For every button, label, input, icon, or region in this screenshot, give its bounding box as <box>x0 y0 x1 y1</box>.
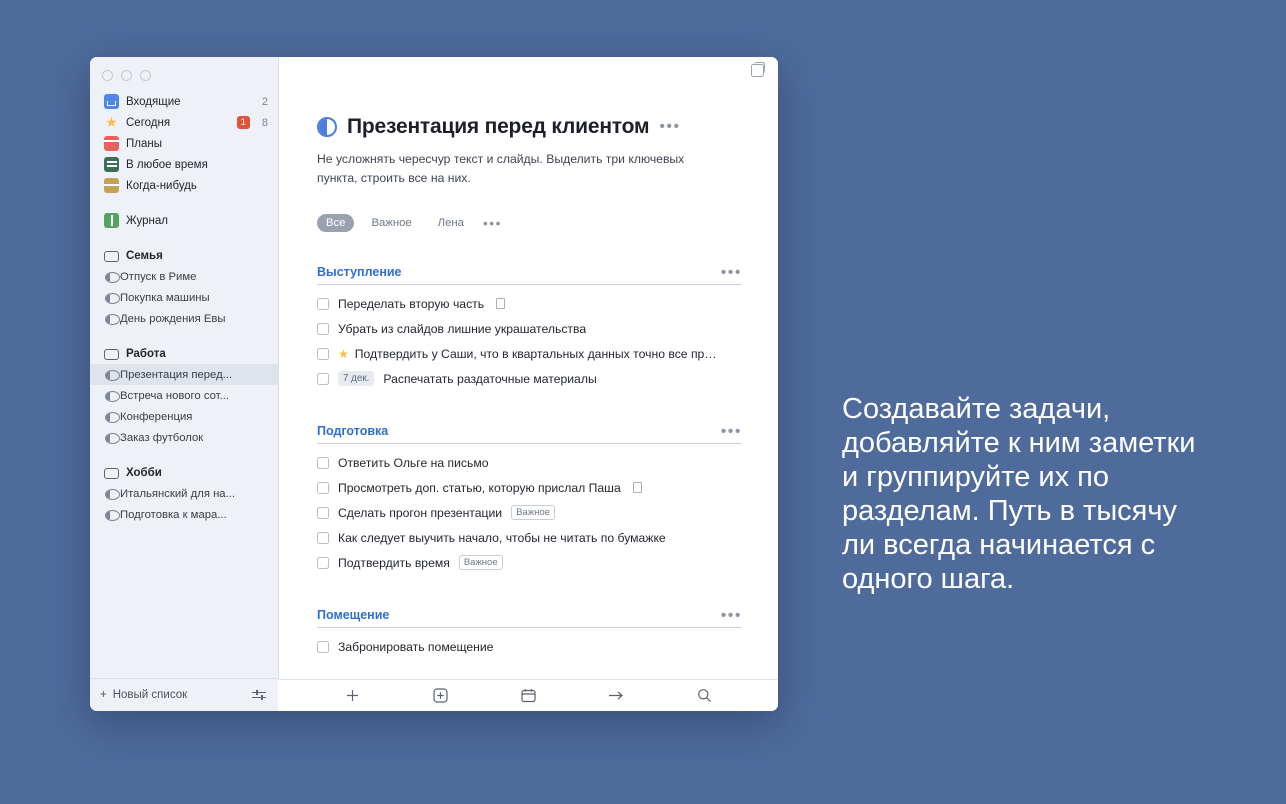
star-icon: ★ <box>105 114 118 130</box>
promo-text: Создавайте задачи, добавляйте к ним заметки и группируйте их по разделам. Путь в тысячу ли всегда начинается с одного шага. <box>842 393 1196 595</box>
sidebar-item-label: Заказ футболок <box>120 431 204 444</box>
todo-checkbox[interactable] <box>317 298 329 310</box>
move-arrow-icon <box>608 688 624 703</box>
progress-icon <box>105 510 120 521</box>
sidebar-item-project[interactable] <box>90 406 278 427</box>
calendar-icon <box>521 688 536 703</box>
todo-checkbox[interactable] <box>317 641 329 653</box>
todo-label: Как следует выучить начало, чтобы не читать по бумажке <box>338 530 666 545</box>
sidebar-item-anytime[interactable] <box>90 154 278 175</box>
sidebar-item-label: Конференция <box>120 410 193 423</box>
section-more-icon[interactable]: ••• <box>720 423 742 440</box>
todo-checkbox[interactable] <box>317 507 329 519</box>
sidebar-item-project[interactable] <box>90 427 278 448</box>
search-icon <box>697 688 712 703</box>
new-list-button[interactable] <box>100 689 187 701</box>
plus-square-icon <box>433 688 448 703</box>
sidebar-item-project[interactable] <box>90 287 278 308</box>
folder-icon <box>104 468 119 479</box>
project-note: Не усложнять чересчур текст и слайды. Выделить три ключевых пункта, строить все на них. <box>317 152 685 185</box>
todo-label: Убрать из слайдов лишние украшательства <box>338 321 587 336</box>
sidebar-item-label: Входящие <box>126 95 181 108</box>
folder-icon <box>104 349 119 360</box>
project-body <box>279 87 778 711</box>
schedule-button[interactable] <box>513 685 543 707</box>
layers-icon <box>104 157 119 172</box>
window-controls[interactable] <box>90 57 278 79</box>
section-more-icon[interactable]: ••• <box>720 607 742 624</box>
progress-icon <box>105 391 120 402</box>
tag-more-icon[interactable]: ••• <box>482 215 503 231</box>
progress-icon <box>105 489 120 500</box>
progress-icon <box>105 314 120 325</box>
sidebar-list <box>90 79 278 678</box>
todo-checkbox[interactable] <box>317 557 329 569</box>
project-more-icon[interactable]: ••• <box>659 118 681 135</box>
section-more-icon[interactable]: ••• <box>720 264 742 281</box>
todo-item[interactable] <box>317 500 742 525</box>
box-icon <box>104 178 119 193</box>
due-date-chip: 7 дек. <box>338 371 374 386</box>
sidebar-item-label: День рождения Евы <box>120 312 226 325</box>
note-icon <box>496 298 505 309</box>
duplicate-icon[interactable] <box>751 64 764 77</box>
bottom-toolbar <box>278 679 778 711</box>
sidebar-item-project[interactable] <box>90 308 278 329</box>
content-titlebar <box>279 57 778 87</box>
sidebar-group-label: Семья <box>126 249 163 262</box>
section-pomeshchenie <box>317 608 742 659</box>
new-todo-button[interactable] <box>337 685 367 707</box>
section-vystuplenie <box>317 265 742 391</box>
sidebar-item-count: 8 <box>261 116 268 129</box>
todo-label: Сделать прогон презентации <box>338 505 503 520</box>
section-title: Выступление <box>317 265 402 279</box>
sidebar-divider <box>90 231 278 245</box>
sidebar-item-label: Отпуск в Риме <box>120 270 197 283</box>
todo-label: Ответить Ольге на письмо <box>338 455 489 470</box>
tag-badge: Важное <box>511 505 555 520</box>
sidebar-item-inbox[interactable] <box>90 91 278 112</box>
sidebar-divider <box>90 329 278 343</box>
sidebar-item-logbook[interactable] <box>90 210 278 231</box>
note-icon <box>633 482 642 493</box>
page-title: Презентация перед клиентом <box>347 115 650 138</box>
sidebar-item-label: Покупка машины <box>120 291 210 304</box>
todo-item[interactable] <box>317 316 742 341</box>
sidebar-item-project[interactable] <box>90 504 278 525</box>
todo-label: Забронировать помещение <box>338 639 494 654</box>
sidebar-footer <box>90 678 278 711</box>
progress-icon <box>105 433 120 444</box>
sidebar-item-label: Презентация перед... <box>120 368 233 381</box>
todo-label: Подтвердить время <box>338 555 450 570</box>
move-button[interactable] <box>601 685 631 707</box>
todo-checkbox[interactable] <box>317 457 329 469</box>
todo-checkbox[interactable] <box>317 348 329 360</box>
sidebar-item-project[interactable] <box>90 385 278 406</box>
sidebar-item-someday[interactable] <box>90 175 278 196</box>
sidebar-item-project[interactable] <box>90 266 278 287</box>
todo-checkbox[interactable] <box>317 323 329 335</box>
todo-item[interactable] <box>317 634 742 659</box>
sidebar-item-project[interactable] <box>90 483 278 504</box>
section-header <box>317 424 742 444</box>
sidebar-item-label: Когда-нибудь <box>126 179 197 192</box>
section-title: Подготовка <box>317 424 389 438</box>
tag-important[interactable]: Важное <box>371 217 412 229</box>
main-content <box>279 57 778 711</box>
plus-icon <box>345 688 360 703</box>
todo-label: Подтвердить у Саши, что в квартальных данных точно все пр… <box>354 346 717 361</box>
tag-badge: Важное <box>459 555 503 570</box>
sidebar-divider <box>90 196 278 210</box>
plus-icon: + <box>100 689 107 701</box>
sidebar-item-count: 2 <box>261 95 268 108</box>
sidebar-group-label: Работа <box>126 347 166 360</box>
sidebar-divider <box>90 448 278 462</box>
todo-checkbox[interactable] <box>317 373 329 385</box>
section-header <box>317 265 742 285</box>
sidebar-item-label: В любое время <box>126 158 208 171</box>
tag-lena[interactable]: Лена <box>437 217 464 229</box>
project-progress-icon[interactable] <box>317 117 337 137</box>
star-icon: ★ <box>338 346 349 361</box>
todo-label: Распечатать раздаточные материалы <box>383 371 597 386</box>
sidebar-item-label: Журнал <box>126 214 168 227</box>
sidebar-item-label: Планы <box>126 137 162 150</box>
sidebar-item-label: Сегодня <box>126 116 171 129</box>
progress-icon <box>105 272 120 283</box>
tag-filter-row <box>317 214 742 232</box>
sidebar-group-family[interactable] <box>90 245 278 266</box>
sidebar-item-project-selected[interactable] <box>90 364 278 385</box>
tag-all[interactable]: Все <box>317 214 354 232</box>
status-badge: 1 <box>237 116 250 129</box>
app-window <box>90 57 778 711</box>
todo-item[interactable] <box>317 341 742 366</box>
calendar-icon <box>104 136 119 151</box>
todo-label: Просмотреть доп. статью, которую прислал Паша <box>338 480 621 495</box>
progress-icon <box>105 370 120 381</box>
section-header <box>317 608 742 628</box>
section-podgotovka <box>317 424 742 575</box>
progress-icon <box>105 412 120 423</box>
sidebar-item-upcoming[interactable] <box>90 133 278 154</box>
project-header <box>317 115 742 139</box>
todo-item[interactable] <box>317 291 742 316</box>
section-title: Помещение <box>317 608 390 622</box>
sidebar-group-hobby[interactable] <box>90 462 278 483</box>
sidebar-item-today[interactable] <box>90 112 278 133</box>
todo-item[interactable] <box>317 366 742 391</box>
sidebar-item-label: Итальянский для на... <box>120 487 236 500</box>
todo-checkbox[interactable] <box>317 482 329 494</box>
folder-icon <box>104 251 119 262</box>
sidebar-group-label: Хобби <box>126 466 162 479</box>
book-icon <box>104 213 119 228</box>
sidebar-item-label: Подготовка к мара... <box>120 508 227 521</box>
todo-item[interactable] <box>317 550 742 575</box>
todo-item[interactable] <box>317 475 742 500</box>
new-list-label: Новый список <box>112 689 188 701</box>
new-project-button[interactable] <box>425 685 455 707</box>
sidebar-item-label: Встреча нового сот... <box>120 389 229 402</box>
sidebar <box>90 57 279 711</box>
todo-item[interactable] <box>317 450 742 475</box>
sliders-icon[interactable] <box>252 689 266 701</box>
sidebar-group-work[interactable] <box>90 343 278 364</box>
todo-checkbox[interactable] <box>317 532 329 544</box>
inbox-icon <box>104 94 119 109</box>
progress-icon <box>105 293 120 304</box>
search-button[interactable] <box>689 685 719 707</box>
todo-label: Переделать вторую часть <box>338 296 485 311</box>
todo-item[interactable] <box>317 525 742 550</box>
